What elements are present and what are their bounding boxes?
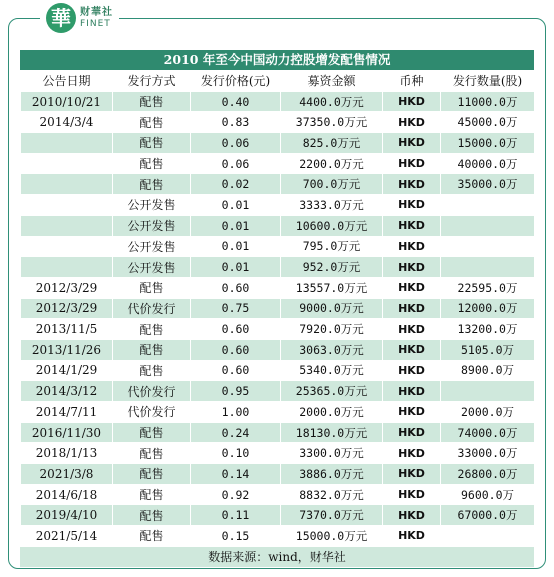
cell-quantity: 35000.0万 <box>441 174 535 195</box>
cell-price: 0.06 <box>191 133 281 154</box>
cell-price: 0.40 <box>191 91 281 112</box>
cell-price: 0.60 <box>191 277 281 298</box>
header-date: 公告日期 <box>21 71 113 92</box>
cell-quantity: 11000.0万 <box>441 91 535 112</box>
cell-amount: 3333.0万元 <box>281 195 383 216</box>
cell-amount: 15000.0万元 <box>281 526 383 547</box>
table-row <box>21 298 535 319</box>
logo-cn: 财華社 <box>80 6 113 18</box>
table-row <box>21 112 535 133</box>
table-row <box>21 402 535 423</box>
cell-method: 公开发售 <box>113 215 191 236</box>
cell-amount: 9000.0万元 <box>281 298 383 319</box>
cell-method: 配售 <box>113 174 191 195</box>
cell-date: 2013/11/5 <box>21 319 113 340</box>
cell-quantity <box>441 236 535 257</box>
table-row <box>21 257 535 278</box>
table-row <box>21 381 535 402</box>
cell-amount: 825.0万元 <box>281 133 383 154</box>
logo-text <box>80 8 113 29</box>
cell-amount: 7920.0万元 <box>281 319 383 340</box>
cell-method: 配售 <box>113 91 191 112</box>
cell-amount: 7370.0万元 <box>281 505 383 526</box>
cell-quantity: 13200.0万 <box>441 319 535 340</box>
cell-amount: 5340.0万元 <box>281 360 383 381</box>
table-title: 2010 年至今中国动力控股增发配售情况 <box>20 50 534 70</box>
placement-table-container <box>20 50 534 567</box>
cell-method: 配售 <box>113 464 191 485</box>
placement-table <box>20 70 535 547</box>
cell-amount: 4400.0万元 <box>281 91 383 112</box>
header-currency: 币种 <box>383 71 441 92</box>
cell-currency: HKD <box>383 319 441 340</box>
table-row <box>21 91 535 112</box>
cell-quantity: 22595.0万 <box>441 277 535 298</box>
cell-quantity: 2000.0万 <box>441 402 535 423</box>
cell-quantity <box>441 195 535 216</box>
table-row <box>21 484 535 505</box>
cell-quantity: 40000.0万 <box>441 153 535 174</box>
cell-currency: HKD <box>383 443 441 464</box>
cell-method: 公开发售 <box>113 195 191 216</box>
cell-date: 2014/7/11 <box>21 402 113 423</box>
cell-method: 代价发行 <box>113 381 191 402</box>
header-method: 发行方式 <box>113 71 191 92</box>
cell-quantity: 74000.0万 <box>441 422 535 443</box>
cell-currency: HKD <box>383 112 441 133</box>
cell-price: 0.01 <box>191 215 281 236</box>
table-row <box>21 464 535 485</box>
cell-date: 2019/4/10 <box>21 505 113 526</box>
cell-date <box>21 153 113 174</box>
cell-currency: HKD <box>383 526 441 547</box>
cell-amount: 8832.0万元 <box>281 484 383 505</box>
cell-currency: HKD <box>383 339 441 360</box>
table-row <box>21 195 535 216</box>
table-row <box>21 339 535 360</box>
cell-price: 0.10 <box>191 443 281 464</box>
cell-amount: 3886.0万元 <box>281 464 383 485</box>
table-row <box>21 319 535 340</box>
header-price: 发行价格(元) <box>191 71 281 92</box>
cell-currency: HKD <box>383 195 441 216</box>
cell-amount: 2200.0万元 <box>281 153 383 174</box>
cell-price: 0.83 <box>191 112 281 133</box>
cell-method: 代价发行 <box>113 298 191 319</box>
cell-method: 配售 <box>113 319 191 340</box>
cell-date <box>21 133 113 154</box>
cell-method: 配售 <box>113 505 191 526</box>
cell-quantity: 45000.0万 <box>441 112 535 133</box>
cell-currency: HKD <box>383 174 441 195</box>
cell-amount: 37350.0万元 <box>281 112 383 133</box>
cell-price: 0.14 <box>191 464 281 485</box>
cell-currency: HKD <box>383 257 441 278</box>
header-amount: 募资金额 <box>281 71 383 92</box>
cell-currency: HKD <box>383 464 441 485</box>
cell-currency: HKD <box>383 402 441 423</box>
cell-quantity <box>441 526 535 547</box>
finet-logo <box>40 2 119 34</box>
table-row <box>21 422 535 443</box>
cell-currency: HKD <box>383 505 441 526</box>
cell-amount: 25365.0万元 <box>281 381 383 402</box>
cell-currency: HKD <box>383 422 441 443</box>
cell-method: 配售 <box>113 339 191 360</box>
cell-currency: HKD <box>383 215 441 236</box>
cell-date: 2021/3/8 <box>21 464 113 485</box>
cell-quantity <box>441 215 535 236</box>
cell-price: 0.15 <box>191 526 281 547</box>
table-row <box>21 133 535 154</box>
cell-quantity: 26800.0万 <box>441 464 535 485</box>
finet-logo-icon: 華 <box>46 3 76 33</box>
table-row <box>21 153 535 174</box>
cell-price: 0.01 <box>191 236 281 257</box>
table-row <box>21 443 535 464</box>
cell-date <box>21 236 113 257</box>
table-row <box>21 236 535 257</box>
cell-method: 公开发售 <box>113 236 191 257</box>
cell-price: 0.11 <box>191 505 281 526</box>
cell-amount: 10600.0万元 <box>281 215 383 236</box>
cell-quantity: 9600.0万 <box>441 484 535 505</box>
cell-currency: HKD <box>383 133 441 154</box>
cell-price: 1.00 <box>191 402 281 423</box>
cell-date: 2014/6/18 <box>21 484 113 505</box>
cell-price: 0.92 <box>191 484 281 505</box>
table-body <box>21 91 535 546</box>
data-source-note: 数据来源：wind，财华社 <box>20 547 534 567</box>
cell-date: 2013/11/26 <box>21 339 113 360</box>
table-row <box>21 174 535 195</box>
cell-date: 2010/10/21 <box>21 91 113 112</box>
cell-amount: 18130.0万元 <box>281 422 383 443</box>
cell-quantity: 33000.0万 <box>441 443 535 464</box>
cell-currency: HKD <box>383 153 441 174</box>
cell-date: 2014/1/29 <box>21 360 113 381</box>
cell-method: 代价发行 <box>113 402 191 423</box>
cell-amount: 952.0万元 <box>281 257 383 278</box>
cell-amount: 3063.0万元 <box>281 339 383 360</box>
header-row <box>21 71 535 92</box>
cell-price: 0.02 <box>191 174 281 195</box>
cell-method: 配售 <box>113 133 191 154</box>
cell-method: 配售 <box>113 360 191 381</box>
cell-date <box>21 215 113 236</box>
cell-price: 0.24 <box>191 422 281 443</box>
cell-quantity: 5105.0万 <box>441 339 535 360</box>
cell-price: 0.60 <box>191 339 281 360</box>
cell-quantity: 67000.0万 <box>441 505 535 526</box>
cell-date: 2016/11/30 <box>21 422 113 443</box>
table-row <box>21 505 535 526</box>
cell-quantity <box>441 257 535 278</box>
table-row <box>21 360 535 381</box>
cell-price: 0.60 <box>191 360 281 381</box>
cell-date: 2018/1/13 <box>21 443 113 464</box>
cell-method: 配售 <box>113 526 191 547</box>
cell-price: 0.06 <box>191 153 281 174</box>
table-row <box>21 526 535 547</box>
cell-date: 2021/5/14 <box>21 526 113 547</box>
cell-price: 0.75 <box>191 298 281 319</box>
cell-date <box>21 257 113 278</box>
cell-quantity: 12000.0万 <box>441 298 535 319</box>
cell-method: 公开发售 <box>113 257 191 278</box>
cell-method: 配售 <box>113 443 191 464</box>
cell-date: 2014/3/12 <box>21 381 113 402</box>
cell-price: 0.95 <box>191 381 281 402</box>
cell-quantity: 8900.0万 <box>441 360 535 381</box>
cell-amount: 13557.0万元 <box>281 277 383 298</box>
cell-method: 配售 <box>113 153 191 174</box>
logo-en: FINET <box>80 18 111 29</box>
cell-currency: HKD <box>383 277 441 298</box>
cell-date: 2012/3/29 <box>21 277 113 298</box>
cell-amount: 700.0万元 <box>281 174 383 195</box>
cell-currency: HKD <box>383 236 441 257</box>
cell-method: 配售 <box>113 112 191 133</box>
cell-method: 配售 <box>113 277 191 298</box>
cell-price: 0.60 <box>191 319 281 340</box>
cell-quantity <box>441 381 535 402</box>
cell-currency: HKD <box>383 298 441 319</box>
cell-date <box>21 174 113 195</box>
cell-price: 0.01 <box>191 257 281 278</box>
cell-amount: 2000.0万元 <box>281 402 383 423</box>
cell-currency: HKD <box>383 484 441 505</box>
cell-currency: HKD <box>383 360 441 381</box>
cell-date: 2014/3/4 <box>21 112 113 133</box>
cell-date <box>21 195 113 216</box>
header-quantity: 发行数量(股) <box>441 71 535 92</box>
table-row <box>21 277 535 298</box>
table-row <box>21 215 535 236</box>
cell-amount: 795.0万元 <box>281 236 383 257</box>
cell-method: 配售 <box>113 422 191 443</box>
cell-amount: 3300.0万元 <box>281 443 383 464</box>
cell-currency: HKD <box>383 91 441 112</box>
cell-date: 2012/3/29 <box>21 298 113 319</box>
cell-method: 配售 <box>113 484 191 505</box>
cell-quantity: 15000.0万 <box>441 133 535 154</box>
cell-currency: HKD <box>383 381 441 402</box>
cell-price: 0.01 <box>191 195 281 216</box>
